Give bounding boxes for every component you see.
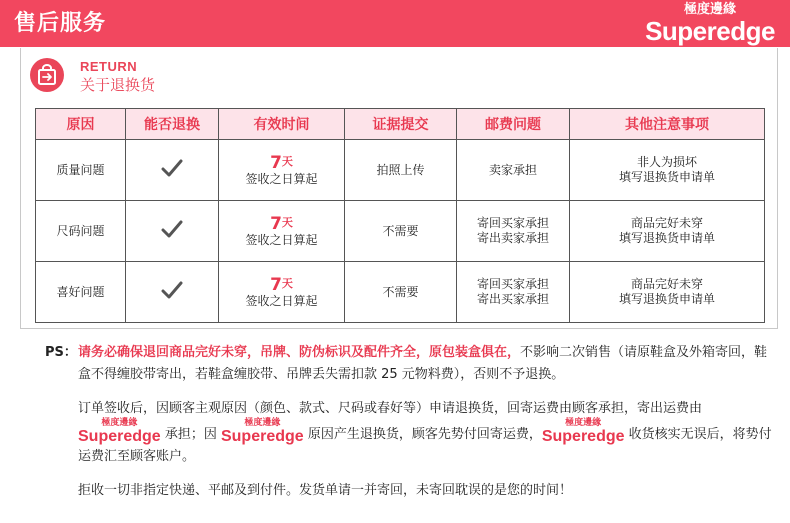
valid-days-desc: 签收之日算起 xyxy=(245,293,318,308)
return-bag-icon xyxy=(30,58,64,92)
inline-brand-en: Superedge xyxy=(541,428,625,445)
shipping-line: 卖家承担 xyxy=(488,162,537,177)
note-text: 承担；因 xyxy=(164,427,217,442)
ps-rest-text: 不影响二次销售（请原鞋盒及外箱寄回，鞋盒不得缠胶带寄出，若鞋盒缠胶带、吊牌丢失需扣款 25 元物料费），否则不予退换。 xyxy=(78,345,768,382)
column-header: 证据提交 xyxy=(345,109,457,140)
checkmark-icon xyxy=(161,220,183,238)
valid-days-unit: 天 xyxy=(281,154,293,168)
policy-notes xyxy=(45,342,775,502)
inline-brand-logo xyxy=(221,420,304,446)
ps-note xyxy=(45,342,775,386)
brand-logo-en: Superedge xyxy=(645,16,775,46)
evidence-cell: 不需要 xyxy=(345,262,457,323)
section-title-cn: 关于退换货 xyxy=(80,76,156,94)
column-header: 原因 xyxy=(36,109,126,140)
notes-line: 填写退换货申请单 xyxy=(618,231,715,245)
valid-period-cell xyxy=(219,201,345,262)
inline-brand-en: Superedge xyxy=(220,428,304,445)
ps-label: PS： xyxy=(45,345,77,360)
notes-line: 商品完好未穿 xyxy=(630,216,703,230)
return-policy-table xyxy=(35,108,765,323)
reason-cell: 质量问题 xyxy=(36,140,126,201)
evidence-cell: 拍照上传 xyxy=(345,140,457,201)
inline-brand-logo xyxy=(542,420,625,446)
notes-line: 商品完好未穿 xyxy=(630,277,703,291)
table-header-row xyxy=(36,109,765,140)
valid-days-desc: 签收之日算起 xyxy=(245,171,318,186)
column-header: 能否退换 xyxy=(126,109,219,140)
notes-cell xyxy=(570,262,765,323)
reason-cell: 喜好问题 xyxy=(36,262,126,323)
page-title: 售后服务 xyxy=(14,11,107,36)
header-banner xyxy=(0,0,790,47)
valid-period-cell xyxy=(219,262,345,323)
brand-logo-cn: 極度邊緣 xyxy=(683,2,736,17)
notes-cell xyxy=(570,140,765,201)
table-row xyxy=(36,140,765,201)
inline-brand-cn: 極度邊緣 xyxy=(101,418,138,428)
checkmark-icon xyxy=(161,281,183,299)
shipping-cell xyxy=(457,140,570,201)
exchangeable-cell xyxy=(126,140,219,201)
table-row xyxy=(36,262,765,323)
valid-days-unit: 天 xyxy=(281,276,293,290)
shipping-cost-note xyxy=(45,398,775,468)
refusal-note: 拒收一切非指定快递、平邮及到付件。发货单请一并寄回，未寄回耽误的是您的时间！ xyxy=(78,483,573,498)
shipping-cell xyxy=(457,262,570,323)
shipping-line: 寄回买家承担 xyxy=(476,277,549,291)
notes-line: 非人为损坏 xyxy=(636,155,697,169)
shipping-cell xyxy=(457,201,570,262)
shipping-line: 寄出卖家承担 xyxy=(476,231,549,245)
table-row xyxy=(36,201,765,262)
notes-cell xyxy=(570,201,765,262)
notes-line: 填写退换货申请单 xyxy=(618,292,715,306)
note-text: 收货核实无误后，将势付运费汇至顾客账户。 xyxy=(78,427,772,464)
column-header: 有效时间 xyxy=(219,109,345,140)
inline-brand-en: Superedge xyxy=(78,428,161,445)
note-text: 订单签收后，因顾客主观原因（颜色、款式、尺码或春好等）申请退换货，回寄运费由顾客承担，寄出运费由 xyxy=(78,401,703,416)
notes-line: 填写退换货申请单 xyxy=(618,170,715,184)
evidence-cell: 不需要 xyxy=(345,201,457,262)
reason-cell: 尺码问题 xyxy=(36,201,126,262)
note-text: 原因产生退换货，顾客先势付回寄运费， xyxy=(307,427,542,442)
exchangeable-cell xyxy=(126,201,219,262)
valid-days: 7 xyxy=(270,213,282,234)
shipping-line: 寄出买家承担 xyxy=(476,292,549,306)
section-title-en: RETURN xyxy=(80,59,138,74)
valid-period-cell xyxy=(219,140,345,201)
shipping-line: 寄回买家承担 xyxy=(476,216,549,230)
column-header: 其他注意事项 xyxy=(570,109,765,140)
inline-brand-logo xyxy=(78,420,161,446)
ps-highlight-text: 请务必确保退回商品完好未穿，吊牌、防伪标识及配件齐全，原包装盒俱在， xyxy=(78,345,521,360)
valid-days: 7 xyxy=(270,152,282,173)
inline-brand-cn: 極度邊緣 xyxy=(244,418,281,428)
checkmark-icon xyxy=(161,159,183,177)
valid-days: 7 xyxy=(270,274,282,295)
exchangeable-cell xyxy=(126,262,219,323)
brand-logo xyxy=(640,0,780,47)
valid-days-unit: 天 xyxy=(281,215,293,229)
valid-days-desc: 签收之日算起 xyxy=(245,232,318,247)
column-header: 邮费问题 xyxy=(457,109,570,140)
inline-brand-cn: 極度邊緣 xyxy=(565,418,602,428)
